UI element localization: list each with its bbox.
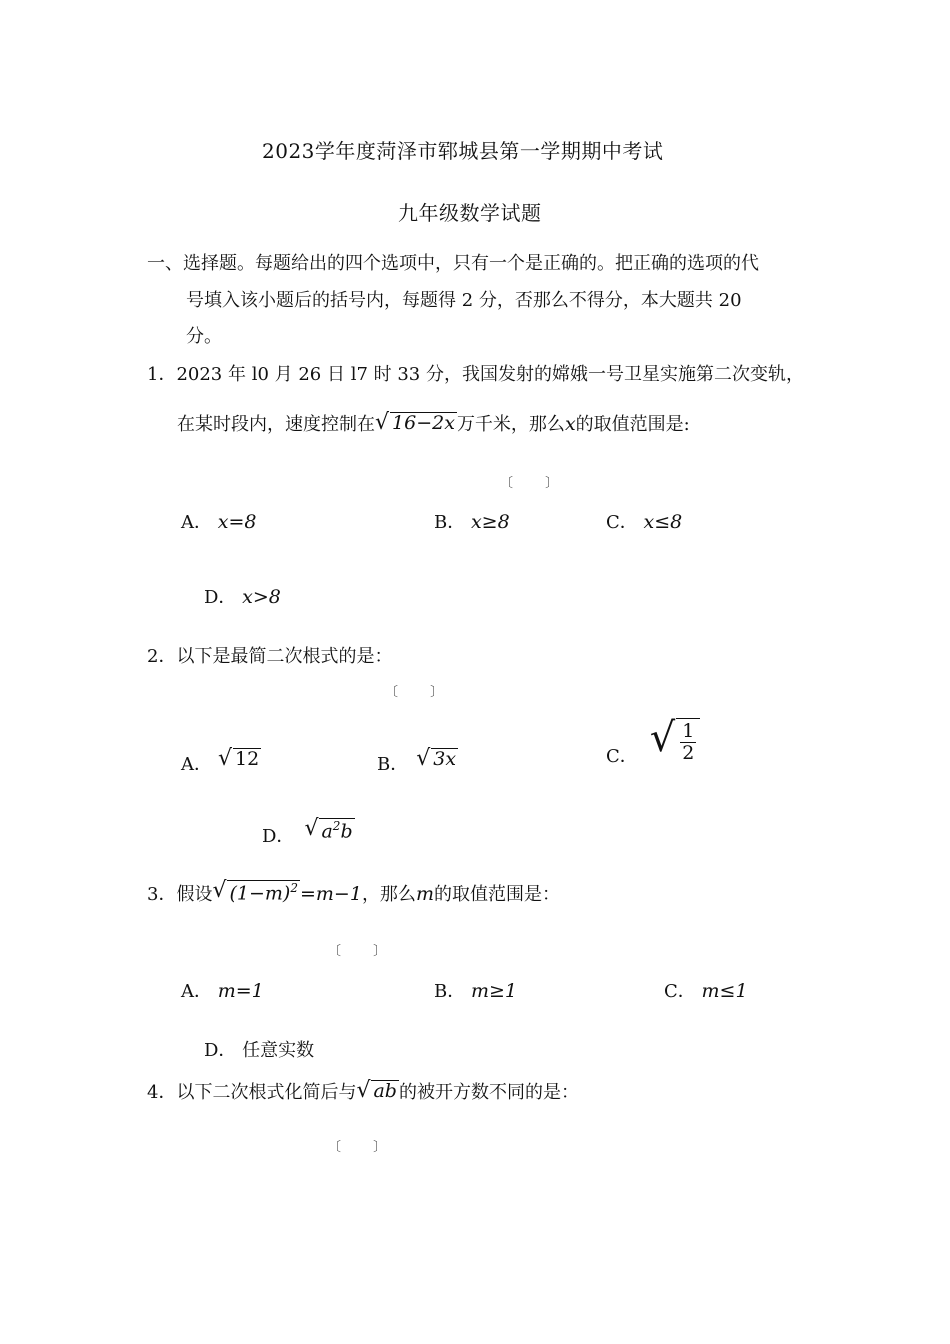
option-label: B． xyxy=(434,512,466,533)
option-sqrt xyxy=(304,818,354,842)
radical-icon: √ xyxy=(649,715,676,761)
q3-answer-paren: 〔 〕 xyxy=(328,944,401,959)
q3-sqrt-expression xyxy=(212,880,300,904)
q2-option-d xyxy=(262,818,355,846)
q1-mid-text: 万千米，那么 xyxy=(456,414,565,435)
q1-option-b xyxy=(434,513,510,532)
radical-icon: √ xyxy=(304,816,319,841)
q3-option-d xyxy=(204,1042,314,1060)
q4-sqrt-expression xyxy=(356,1080,399,1102)
q1-stem-line2 xyxy=(177,412,690,434)
q3-radicand-base: (1−m) xyxy=(229,882,291,905)
radicand-base: a xyxy=(321,820,333,843)
option-math: m≤1 xyxy=(701,980,748,1002)
q4-answer-paren: 〔 〕 xyxy=(328,1140,401,1155)
q4-pre-text: 4．以下二次根式化简后与 xyxy=(147,1082,357,1103)
exam-title: 2023学年度菏泽市郓城县第一学期期中考试 xyxy=(262,139,664,163)
q3-variable: m xyxy=(415,883,434,906)
option-sqrt xyxy=(416,748,458,770)
option-label: A． xyxy=(181,754,212,775)
option-radicand: 3x xyxy=(433,748,457,770)
option-text: 任意实数 xyxy=(242,1040,315,1061)
option-label: D． xyxy=(204,587,237,608)
q2-option-b xyxy=(377,748,458,774)
option-label: C． xyxy=(606,745,638,767)
radical-icon: √ xyxy=(416,746,431,771)
section-instruction-line3: 分。 xyxy=(186,326,222,347)
q3-post-text: 的取值范围是： xyxy=(433,884,560,906)
radical-icon: √ xyxy=(356,1078,371,1103)
radicand-tail: b xyxy=(340,820,353,843)
q2-answer-paren: 〔 〕 xyxy=(385,685,458,700)
option-label: D． xyxy=(262,826,295,848)
q3-option-b xyxy=(434,982,517,1001)
q1-option-d xyxy=(204,588,281,607)
q3-radicand-exponent: 2 xyxy=(290,881,298,895)
q1-variable: x xyxy=(564,413,576,435)
exam-subtitle: 九年级数学试题 xyxy=(398,201,542,225)
radical-icon: √ xyxy=(212,878,227,903)
q1-answer-paren: 〔 〕 xyxy=(500,476,573,491)
q2-stem: 2．以下是最简二次根式的是： xyxy=(147,646,393,667)
q3-radicand xyxy=(227,880,300,904)
option-radicand xyxy=(676,718,700,764)
option-radicand xyxy=(319,818,354,842)
radical-icon: √ xyxy=(375,410,390,435)
q1-post-text: 的取值范围是: xyxy=(575,414,690,435)
option-label: C． xyxy=(664,981,696,1002)
option-math: x>8 xyxy=(242,586,281,608)
q3-mid-text: ，那么 xyxy=(361,884,416,906)
q1-sqrt-expression xyxy=(375,412,457,434)
radical-icon: √ xyxy=(218,746,233,771)
q2-option-a xyxy=(181,748,261,774)
fraction-numerator: 1 xyxy=(682,720,695,742)
q1-radicand: 16−2x xyxy=(392,412,455,434)
option-math: x≥8 xyxy=(470,511,510,533)
q3-option-c xyxy=(664,982,748,1001)
fraction-denominator: 2 xyxy=(682,741,695,764)
option-label: C． xyxy=(606,512,638,533)
option-sqrt xyxy=(218,748,261,770)
option-math: m≥1 xyxy=(470,980,517,1002)
q4-radicand: ab xyxy=(373,1080,397,1102)
option-math: m=1 xyxy=(217,980,264,1002)
q1-stem-line1: 1．2023 年 l0 月 26 日 l7 时 33 分，我国发射的嫦娥一号卫星实施第二次变轨， xyxy=(147,364,804,385)
option-label: D． xyxy=(204,1040,237,1061)
radicand-exponent: 2 xyxy=(332,819,341,833)
option-math: x≤8 xyxy=(643,511,683,533)
q2-option-c xyxy=(606,715,700,767)
option-math: x=8 xyxy=(217,511,257,533)
q3-pre-text: 3．假设 xyxy=(147,884,213,906)
option-label: B． xyxy=(434,981,466,1002)
q3-option-a xyxy=(181,982,264,1001)
section-instruction-line1: 一、选择题。每题给出的四个选项中，只有一个是正确的。把正确的选项的代 xyxy=(147,253,759,274)
option-label: A． xyxy=(181,512,212,533)
fraction xyxy=(680,721,696,764)
option-radicand: 12 xyxy=(235,748,260,770)
section-instruction-line2: 号填入该小题后的括号内，每题得 2 分，否那么不得分，本大题共 20 xyxy=(186,290,742,311)
q1-option-a xyxy=(181,513,256,532)
option-label: B． xyxy=(377,754,409,775)
q3-rhs: =m−1 xyxy=(299,883,362,906)
option-label: A． xyxy=(181,981,212,1002)
q3-stem xyxy=(147,880,560,904)
q4-stem xyxy=(147,1080,579,1102)
q4-post-text: 的被开方数不同的是： xyxy=(398,1082,579,1103)
q1-option-c xyxy=(606,513,682,532)
option-sqrt-fraction xyxy=(649,715,701,764)
q1-pre-text: 在某时段内，速度控制在 xyxy=(177,414,375,435)
